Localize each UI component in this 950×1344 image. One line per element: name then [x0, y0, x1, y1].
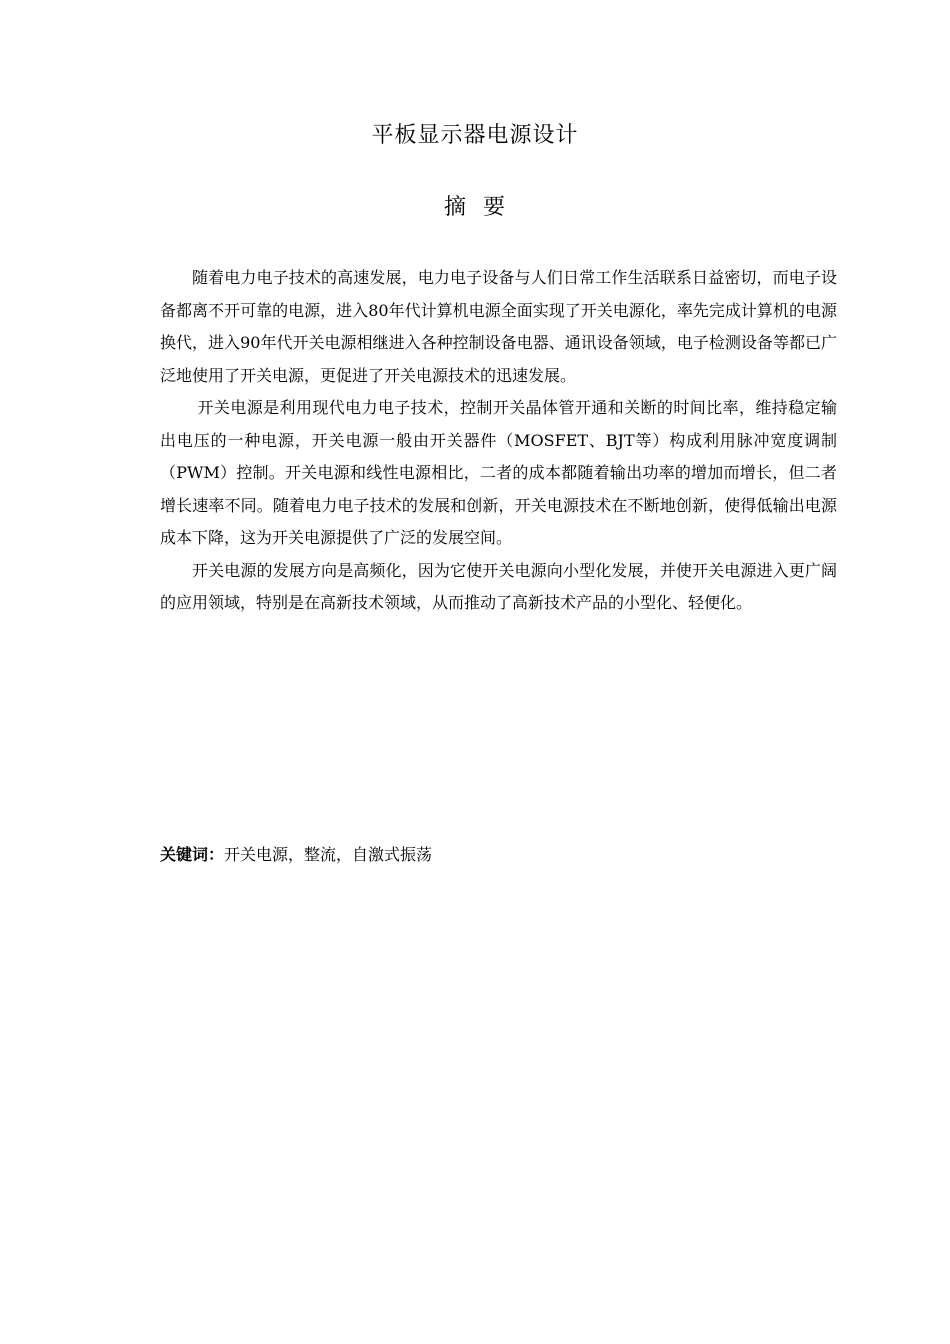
keywords-line	[160, 839, 837, 871]
abstract-paragraph-1: 随着电力电子技术的高速发展，电力电子设备与人们日常工作生活联系日益密切，而电子设备都离不开可靠的电源，进入80年代计算机电源全面实现了开关电源化，率先完成计算机的电源换代，进入90年代开关电源相继进入各种控制设备电器、通讯设备领域，电子检测设备等都已广泛地使用了开关电源，更促进了开关电源技术的迅速发展。	[160, 268, 837, 385]
abstract-paragraph-2: 开关电源是利用现代电力电子技术，控制开关晶体管开通和关断的时间比率，维持稳定输出电压的一种电源，开关电源一般由开关器件（MOSFET、BJT等）构成利用脉冲宽度调制（PWM）控制。开关电源和线性电源相比，二者的成本都随着输出功率的增加而增长，但二者增长速率不同。随着电力电子技术的发展和创新，开关电源技术在不断地创新，使得低输出电源成本下降，这为开关电源提供了广泛的发展空间。	[160, 398, 837, 547]
keywords-label: 关键词：	[160, 845, 225, 864]
document-title: 平板显示器电源设计	[371, 123, 579, 148]
abstract-body	[160, 262, 837, 620]
abstract-paragraph-3: 开关电源的发展方向是高频化，因为它使开关电源向小型化发展，并使开关电源进入更广阔的应用领域，特别是在高新技术领域，从而推动了高新技术产品的小型化、轻便化。	[160, 560, 837, 612]
keywords-text: 开关电源，整流，自激式振荡	[224, 845, 433, 864]
abstract-heading: 摘 要	[444, 195, 506, 220]
